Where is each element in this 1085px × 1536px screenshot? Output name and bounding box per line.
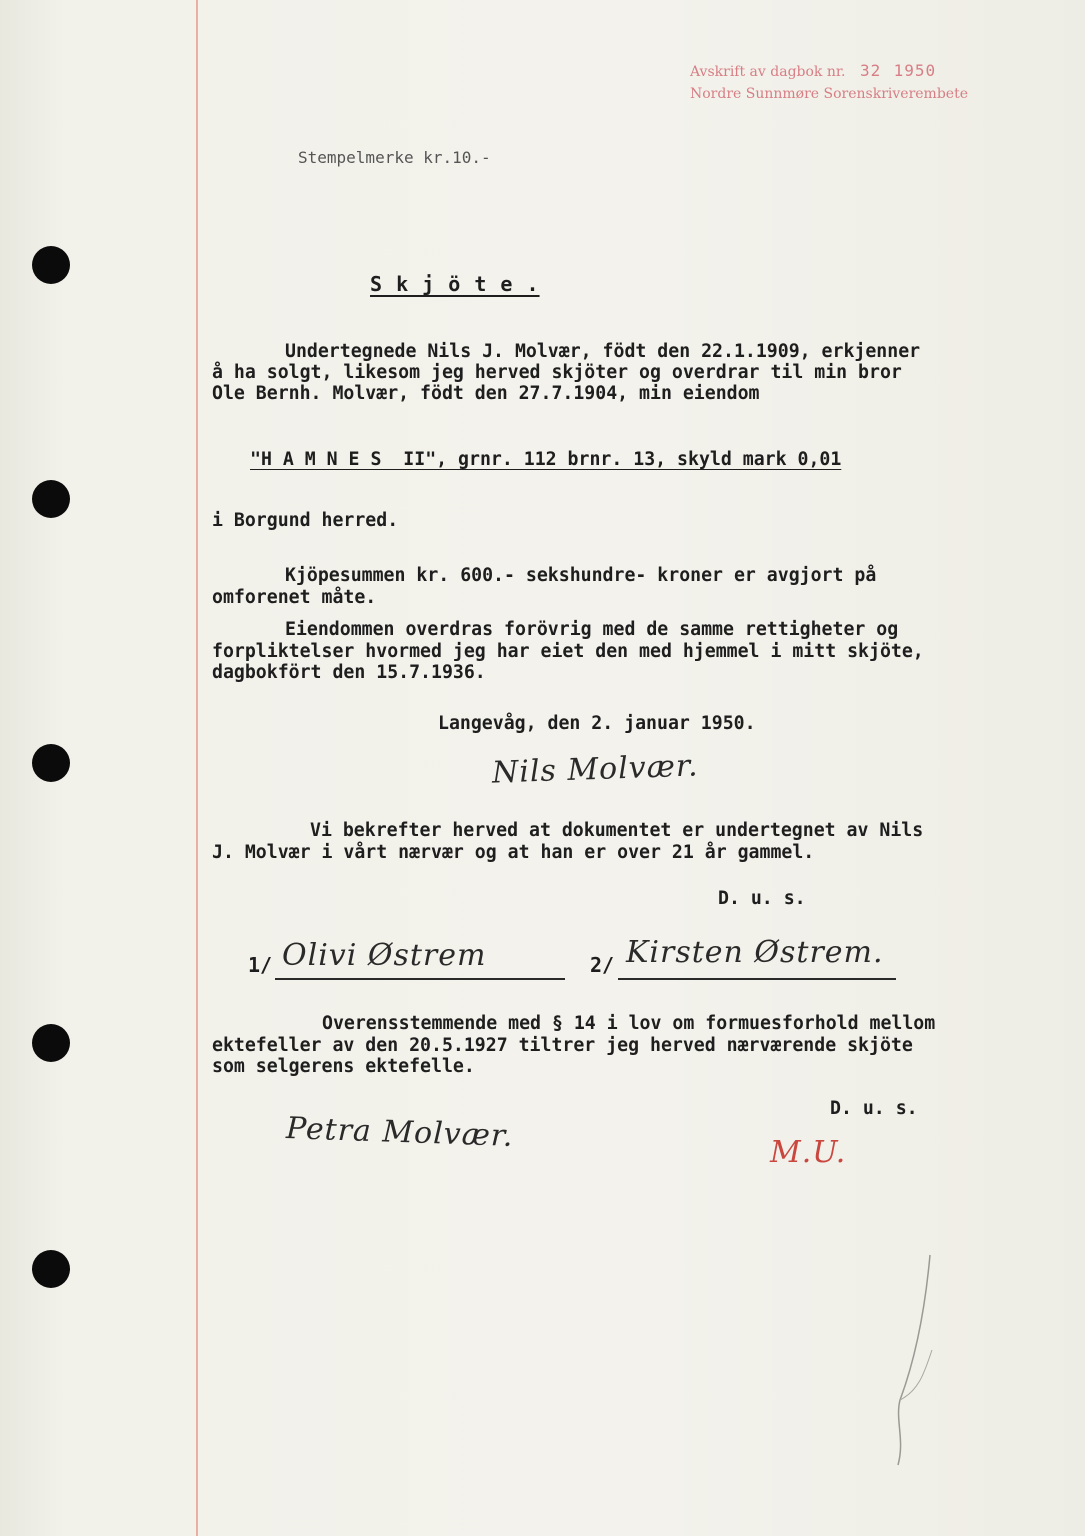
dus-spouse: D. u. s. <box>830 1098 918 1119</box>
dus-witnesses: D. u. s. <box>718 888 806 909</box>
witness2-prefix: 2/ <box>590 953 615 977</box>
paragraph3-line1: Eiendommen overdras forövrig med de samme rettigheter og <box>285 619 899 640</box>
paragraph1-line1: Undertegnede Nils J. Molvær, födt den 22.1.1909, erkjenner <box>285 341 921 362</box>
paragraph2-line1: Kjöpesummen kr. 600.- sekshundre- kroner er avgjort på <box>285 565 877 586</box>
witness1-prefix: 1/ <box>248 953 273 977</box>
margin-rule <box>196 0 198 1536</box>
stamp-year: 1950 <box>893 61 937 80</box>
punch-hole <box>32 1024 70 1062</box>
paragraph1-line2: å ha solgt, likesom jeg herved skjöter og overdrar til min bror <box>212 362 902 383</box>
witness2-signature: Kirsten Østrem. <box>626 935 884 970</box>
stamp-note: Stempelmerke kr.10.- <box>298 148 491 167</box>
stamp-number: 32 <box>859 61 882 80</box>
punch-hole <box>32 1250 70 1288</box>
place-date: Langevåg, den 2. januar 1950. <box>438 713 756 734</box>
spouse-text-line2: ektefeller av den 20.5.1927 tiltrer jeg herved nærværende skjöte <box>212 1035 913 1056</box>
paragraph3-line3: dagbokfört den 15.7.1936. <box>212 662 486 683</box>
spouse-signature: Petra Molvær. <box>285 1111 515 1154</box>
spouse-text-line3: som selgerens ektefelle. <box>212 1056 475 1077</box>
registry-stamp <box>690 60 968 105</box>
initials: M.U. <box>770 1135 847 1170</box>
property-line: "H A M N E S II", grnr. 112 brnr. 13, skyld mark 0,01 <box>250 449 842 470</box>
punch-hole <box>32 246 70 284</box>
seller-signature: Nils Molvær. <box>491 748 700 791</box>
witness-text-line2: J. Molvær i vårt nærvær og at han er over 21 år gammel. <box>212 842 815 863</box>
spouse-text-line1: Overensstemmende med § 14 i lov om formuesforhold mellom <box>322 1013 936 1034</box>
witness2-signature-line <box>618 978 896 980</box>
paragraph1-line3: Ole Bernh. Molvær, födt den 27.7.1904, min eiendom <box>212 383 760 404</box>
stamp-line1: Avskrift av dagbok nr. <box>690 64 846 80</box>
paragraph3-line2: forpliktelser hvormed jeg har eiet den med hjemmel i mitt skjöte, <box>212 641 924 662</box>
punch-hole <box>32 744 70 782</box>
witness-text-line1: Vi bekrefter herved at dokumentet er undertegnet av Nils <box>310 820 924 841</box>
stamp-line2: Nordre Sunnmøre Sorenskriverembete <box>690 86 968 102</box>
municipality: i Borgund herred. <box>212 510 399 531</box>
document-title: S k j ö t e . <box>370 272 540 296</box>
witness1-signature: Olivi Østrem <box>282 938 487 973</box>
pencil-mark <box>870 1250 960 1470</box>
paragraph2-line2: omforenet måte. <box>212 587 377 608</box>
punch-hole <box>32 480 70 518</box>
witness1-signature-line <box>275 978 565 980</box>
